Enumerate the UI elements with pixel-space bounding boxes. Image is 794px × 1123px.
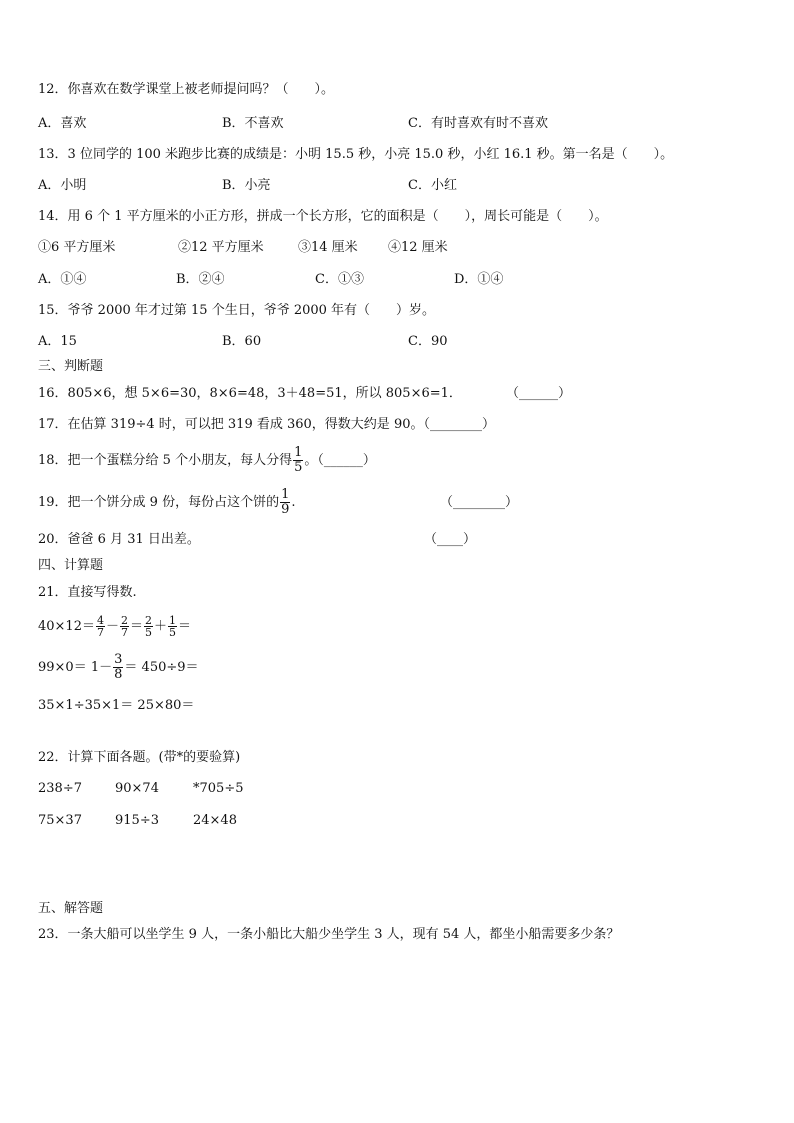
question-20: 20．爸爸 6 月 31 日出差。 bbox=[38, 532, 200, 547]
q21-frac-2-num: 2 bbox=[121, 614, 128, 627]
q18-frac-den: 5 bbox=[294, 460, 303, 475]
q21-eq-2: ＝ bbox=[178, 619, 192, 634]
q21-frac-4 bbox=[168, 615, 177, 638]
section-3-heading: 三、判断题 bbox=[38, 359, 104, 374]
q22-item-1: 238÷7 bbox=[38, 781, 82, 796]
q12-option-c: C．有时喜欢有时不喜欢 bbox=[408, 116, 548, 131]
q21-frac-4-den: 5 bbox=[169, 626, 177, 639]
q22-item-5: 915÷3 bbox=[115, 813, 159, 828]
q21-frac-1 bbox=[96, 615, 105, 638]
q14-option-a: A．①④ bbox=[38, 272, 87, 287]
q21-row-2 bbox=[38, 651, 199, 685]
q21-expr-3: 1－ bbox=[90, 660, 113, 675]
q18-answer-blank[interactable]: （______） bbox=[317, 453, 376, 468]
q13-option-c: C．小红 bbox=[408, 178, 457, 193]
q15-option-b: B．60 bbox=[222, 334, 262, 349]
q14-option-c: C．①③ bbox=[315, 272, 364, 287]
q15-option-a: A．15 bbox=[38, 334, 77, 349]
q21-eq: ＝ bbox=[130, 619, 144, 634]
question-16: 16．805×6，想 5×6=30，8×6=48，3＋48=51，所以 805×6=1． bbox=[38, 386, 462, 401]
q18-text: 18．把一个蛋糕分给 5 个小朋友，每人分得 bbox=[38, 453, 293, 468]
q17-answer-blank[interactable]: （________） bbox=[423, 417, 495, 432]
question-17 bbox=[38, 415, 495, 435]
q22-item-3: *705÷5 bbox=[193, 781, 244, 796]
q21-expr-2: 99×0＝ bbox=[38, 660, 87, 675]
q19-text: 19．把一个饼分成 9 份，每份占这个饼的 bbox=[38, 495, 280, 510]
question-19 bbox=[38, 486, 296, 520]
q14-item-1: ①6 平方厘米 bbox=[38, 240, 116, 255]
q14-item-3: ③14 厘米 bbox=[298, 240, 358, 255]
q21-frac-5-den: 8 bbox=[114, 667, 123, 682]
q21-expr-1: 40×12＝ bbox=[38, 619, 95, 634]
question-22: 22．计算下面各题。(带*的要验算) bbox=[38, 750, 241, 765]
q15-option-c: C．90 bbox=[408, 334, 448, 349]
q21-frac-1-num: 4 bbox=[96, 614, 104, 627]
q21-frac-3 bbox=[144, 615, 153, 638]
q20-answer-blank[interactable]: （____） bbox=[424, 532, 477, 547]
q21-expr-4: ＝ 450÷9＝ bbox=[124, 660, 199, 675]
q13-option-b: B．小亮 bbox=[222, 178, 271, 193]
q14-option-b: B．②④ bbox=[176, 272, 225, 287]
question-23: 23．一条大船可以坐学生 9 人，一条小船比大船少坐学生 3 人，现有 54 人，都坐小船需要多少条？ bbox=[38, 927, 620, 942]
question-18 bbox=[38, 444, 376, 478]
q21-frac-2-den: 7 bbox=[121, 626, 128, 639]
q14-item-4: ④12 厘米 bbox=[388, 240, 448, 255]
q19-text-after: . bbox=[291, 495, 296, 510]
q21-minus: － bbox=[105, 619, 119, 634]
q14-option-d: D．①④ bbox=[454, 272, 504, 287]
q19-fraction bbox=[280, 488, 290, 517]
q21-row-3: 35×1÷35×1＝ 25×80＝ bbox=[38, 698, 195, 713]
q21-frac-1-den: 7 bbox=[96, 626, 104, 639]
q12-option-a: A．喜欢 bbox=[38, 116, 87, 131]
q13-option-a: A．小明 bbox=[38, 178, 87, 193]
q22-item-4: 75×37 bbox=[38, 813, 82, 828]
q21-frac-3-den: 5 bbox=[145, 626, 153, 639]
q21-row-1 bbox=[38, 610, 191, 644]
q18-fraction bbox=[293, 446, 303, 475]
q14-item-2: ②12 平方厘米 bbox=[178, 240, 264, 255]
q19-answer-blank[interactable]: （________） bbox=[440, 495, 519, 510]
q21-plus: ＋ bbox=[154, 619, 168, 634]
q21-frac-5-num: 3 bbox=[114, 652, 123, 667]
q21-frac-2 bbox=[120, 615, 129, 638]
question-21: 21．直接写得数. bbox=[38, 585, 137, 600]
q22-item-6: 24×48 bbox=[193, 813, 237, 828]
q21-frac-5 bbox=[113, 653, 123, 682]
section-5-heading: 五、解答题 bbox=[38, 901, 104, 916]
q19-frac-den: 9 bbox=[281, 502, 290, 517]
q16-answer-blank[interactable]: （______） bbox=[506, 386, 572, 401]
question-15: 15．爷爷 2000 年才过第 15 个生日，爷爷 2000 年有（ ）岁。 bbox=[38, 303, 436, 318]
q21-frac-3-num: 2 bbox=[145, 614, 153, 627]
section-4-heading: 四、计算题 bbox=[38, 558, 104, 573]
question-12: 12．你喜欢在数学课堂上被老师提问吗？（ ）。 bbox=[38, 82, 335, 97]
q17-text: 17．在估算 319÷4 时，可以把 319 看成 360，得数大约是 90。 bbox=[38, 417, 424, 432]
q19-frac-num: 1 bbox=[281, 487, 290, 502]
q18-frac-num: 1 bbox=[294, 445, 303, 460]
q12-option-b: B．不喜欢 bbox=[222, 116, 284, 131]
q21-frac-4-num: 1 bbox=[169, 614, 177, 627]
question-14: 14．用 6 个 1 平方厘米的小正方形，拼成一个长方形，它的面积是（ ），周长可能是（ ）。 bbox=[38, 209, 608, 224]
q22-item-2: 90×74 bbox=[115, 781, 159, 796]
q18-text-after: 。 bbox=[304, 453, 318, 468]
question-13: 13．3 位同学的 100 米跑步比赛的成绩是：小明 15.5 秒，小亮 15.0 秒，小红 16.1 秒。第一名是（ ）。 bbox=[38, 147, 674, 162]
